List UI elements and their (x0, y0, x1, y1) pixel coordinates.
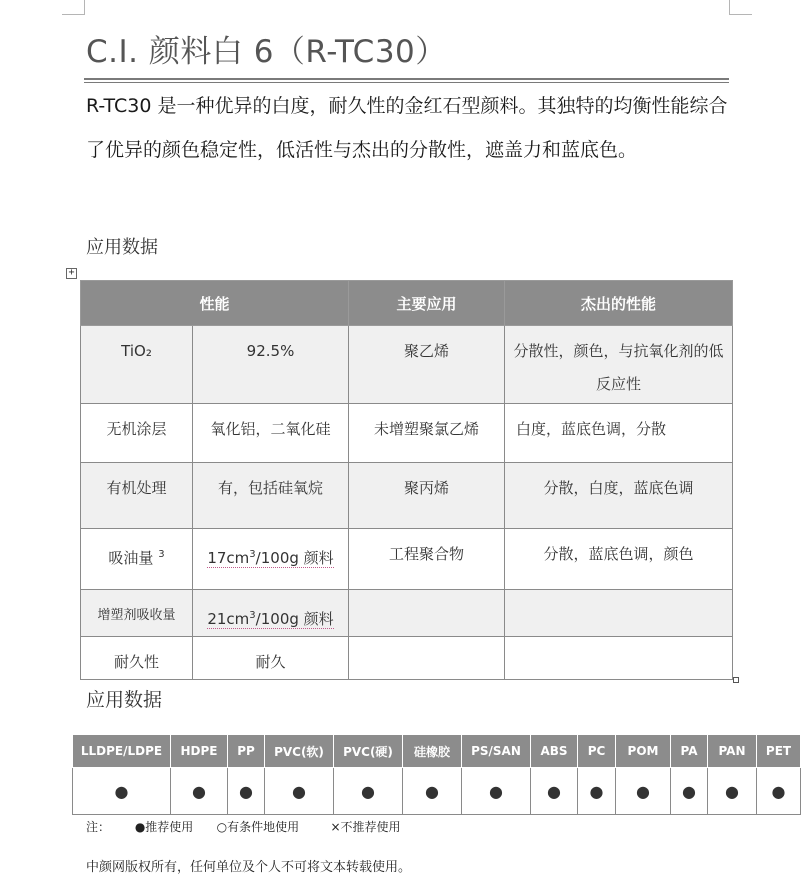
row-performance: 白度，蓝底色调，分散 (505, 404, 733, 463)
row-value: 耐久 (193, 637, 349, 680)
app-header: POM (616, 735, 671, 768)
value-superscript: 3 (249, 610, 256, 621)
recommended-dot-icon: ● (403, 768, 462, 815)
row-performance: 分散性，颜色，与抗氧化剂的低反应性 (505, 326, 733, 404)
row-performance: 分散，蓝底色调，颜色 (505, 529, 733, 590)
app-header: PVC(软) (265, 735, 334, 768)
legend-note (86, 818, 401, 835)
header-property: 性能 (81, 281, 349, 326)
applications-table (72, 734, 801, 815)
recommended-dot-icon: ● (671, 768, 708, 815)
recommended-dot-icon: ● (73, 768, 171, 815)
row-name (81, 529, 193, 590)
table-row (81, 404, 733, 463)
app-header: 硅橡胶 (403, 735, 462, 768)
legend-label: 注： (86, 820, 111, 834)
app-header: PA (671, 735, 708, 768)
row-performance (505, 590, 733, 637)
page-title: C.I. 颜料白 6（R-TC30） (86, 34, 447, 70)
value-unit: /100g 颜料 (255, 549, 334, 567)
table-move-handle-icon[interactable]: + (66, 268, 77, 279)
app-header: HDPE (171, 735, 228, 768)
value-number: 17cm (207, 549, 250, 567)
recommended-dot-icon: ● (616, 768, 671, 815)
row-application (349, 637, 505, 680)
section-heading-application-data-2: 应用数据 (86, 689, 163, 711)
row-application: 工程聚合物 (349, 529, 505, 590)
recommended-dot-icon: ● (757, 768, 801, 815)
row-name: 无机涂层 (81, 404, 193, 463)
row-value (193, 590, 349, 637)
page-corner-mark-left (62, 0, 85, 15)
value-unit: /100g 颜料 (255, 610, 334, 628)
app-header: LLDPE/LDPE (73, 735, 171, 768)
legend-recommended: ●推荐使用 (134, 820, 194, 834)
intro-paragraph: R-TC30 是一种优异的白度，耐久性的金红石型颜料。其独特的均衡性能综合了优异的颜色稳定性，低活性与杰出的分散性，遮盖力和蓝底色。 (86, 95, 728, 161)
app-header: PC (578, 735, 616, 768)
row-name: 增塑剂吸收量 (81, 590, 193, 637)
recommended-dot-icon: ● (265, 768, 334, 815)
row-value: 有，包括硅氧烷 (193, 463, 349, 529)
properties-table (80, 280, 733, 680)
row-name: 耐久性 (81, 637, 193, 680)
recommended-dot-icon: ● (228, 768, 265, 815)
app-header: PP (228, 735, 265, 768)
value-number: 21cm (207, 610, 250, 628)
value-superscript: 3 (249, 549, 256, 560)
recommended-dot-icon: ● (171, 768, 228, 815)
row-name-text: 吸油量 (108, 549, 154, 567)
copyright-notice: 中颜网版权所有，任何单位及个人不可将文本转载使用。 (86, 860, 412, 875)
recommended-dot-icon: ● (708, 768, 757, 815)
app-header: ABS (531, 735, 578, 768)
legend-conditional: ○有条件地使用 (216, 820, 300, 834)
row-value-text (207, 549, 333, 568)
table-row (81, 463, 733, 529)
table-row (81, 326, 733, 404)
row-application (349, 590, 505, 637)
table-row (81, 529, 733, 590)
applications-value-row (73, 768, 801, 815)
recommended-dot-icon: ● (462, 768, 531, 815)
applications-header-row (73, 735, 801, 768)
row-name: 有机处理 (81, 463, 193, 529)
row-name: TiO₂ (81, 326, 193, 404)
app-header: PS/SAN (462, 735, 531, 768)
app-header: PET (757, 735, 801, 768)
row-value: 氧化铝，二氧化硅 (193, 404, 349, 463)
recommended-dot-icon: ● (334, 768, 403, 815)
row-performance (505, 637, 733, 680)
footnote-marker: 3 (158, 549, 165, 560)
legend-not-recommended: ×不推荐使用 (330, 820, 401, 834)
row-application: 聚乙烯 (349, 326, 505, 404)
header-performance: 杰出的性能 (505, 281, 733, 326)
recommended-dot-icon: ● (578, 768, 616, 815)
table-row (81, 590, 733, 637)
app-header: PVC(硬) (334, 735, 403, 768)
recommended-dot-icon: ● (531, 768, 578, 815)
header-application: 主要应用 (349, 281, 505, 326)
page-corner-mark-right (729, 0, 752, 15)
row-application: 聚丙烯 (349, 463, 505, 529)
table-resize-handle[interactable] (733, 677, 739, 683)
table-row (81, 637, 733, 680)
row-value (193, 529, 349, 590)
row-value-text (207, 610, 333, 629)
app-header: PAN (708, 735, 757, 768)
row-application: 未增塑聚氯乙烯 (349, 404, 505, 463)
row-performance: 分散，白度，蓝底色调 (505, 463, 733, 529)
section-heading-application-data: 应用数据 (86, 237, 158, 258)
row-value: 92.5% (193, 326, 349, 404)
properties-header-row (81, 281, 733, 326)
title-divider (84, 78, 729, 83)
